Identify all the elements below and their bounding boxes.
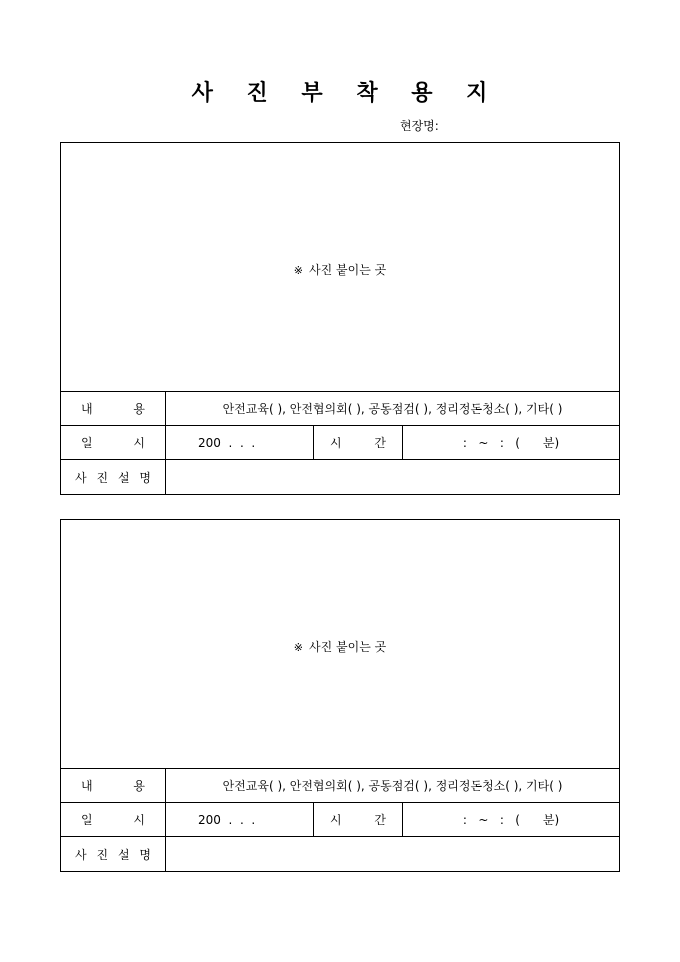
photo-area[interactable] xyxy=(61,520,619,769)
time-value[interactable]: : ~ : ( 분) xyxy=(462,436,560,450)
description-row xyxy=(61,460,619,494)
content-value[interactable]: 안전교육( ), 안전협의회( ), 공동점검( ), 정리정돈청소( ), 기타( ) xyxy=(222,779,563,793)
date-label-char: 시 xyxy=(133,436,145,450)
date-row xyxy=(61,803,619,837)
description-label xyxy=(61,837,166,871)
description-label-char: 명 xyxy=(139,847,151,862)
photo-placeholder-text xyxy=(61,638,619,655)
date-value[interactable] xyxy=(166,426,314,459)
time-label xyxy=(314,426,403,459)
date-label xyxy=(61,803,166,836)
photo-placeholder-label: 사진 붙이는 곳 xyxy=(309,640,387,654)
site-name-label: 현장명: xyxy=(400,119,439,133)
date-label xyxy=(61,426,166,459)
description-label-char: 설 xyxy=(117,847,130,862)
description-label-char: 사 xyxy=(75,847,87,862)
description-value[interactable] xyxy=(166,837,619,871)
date-label-char: 일 xyxy=(81,813,93,827)
content-label-char: 내 xyxy=(81,402,93,416)
content-label xyxy=(61,392,166,425)
content-value[interactable]: 안전교육( ), 안전협의회( ), 공동점검( ), 정리정돈청소( ), 기타( ) xyxy=(222,402,563,416)
time-label-char: 시 xyxy=(330,436,342,450)
photo-placeholder-label: 사진 붙이는 곳 xyxy=(309,263,387,277)
date-value-text: 200 . . . xyxy=(198,435,256,450)
content-label xyxy=(61,769,166,802)
reference-mark-icon: ※ xyxy=(293,264,304,277)
date-value[interactable] xyxy=(166,803,314,836)
date-label-char: 일 xyxy=(81,436,93,450)
content-label-char: 내 xyxy=(81,779,93,793)
date-label-char: 시 xyxy=(133,813,145,827)
date-row xyxy=(61,426,619,460)
time-label-char: 간 xyxy=(374,436,386,450)
description-row xyxy=(61,837,619,871)
description-label-char: 진 xyxy=(96,470,109,485)
page-title: 사 진 부 착 용 지 xyxy=(191,80,501,106)
photo-sheet-1 xyxy=(60,142,620,495)
photo-area[interactable] xyxy=(61,143,619,392)
description-label-char: 사 xyxy=(75,470,87,485)
content-row xyxy=(61,392,619,426)
time-label-char: 시 xyxy=(330,813,342,827)
time-label-char: 간 xyxy=(374,813,386,827)
photo-placeholder-text xyxy=(61,261,619,278)
content-label-char: 용 xyxy=(133,779,145,793)
time-label xyxy=(314,803,403,836)
description-label-char: 명 xyxy=(139,470,151,485)
content-label-char: 용 xyxy=(133,402,145,416)
description-label-char: 진 xyxy=(96,847,109,862)
date-value-text: 200 . . . xyxy=(198,812,256,827)
reference-mark-icon: ※ xyxy=(293,641,304,654)
content-row xyxy=(61,769,619,803)
description-value[interactable] xyxy=(166,460,619,494)
description-label-char: 설 xyxy=(117,470,130,485)
description-label xyxy=(61,460,166,494)
time-value[interactable]: : ~ : ( 분) xyxy=(462,813,560,827)
photo-sheet-2 xyxy=(60,519,620,872)
